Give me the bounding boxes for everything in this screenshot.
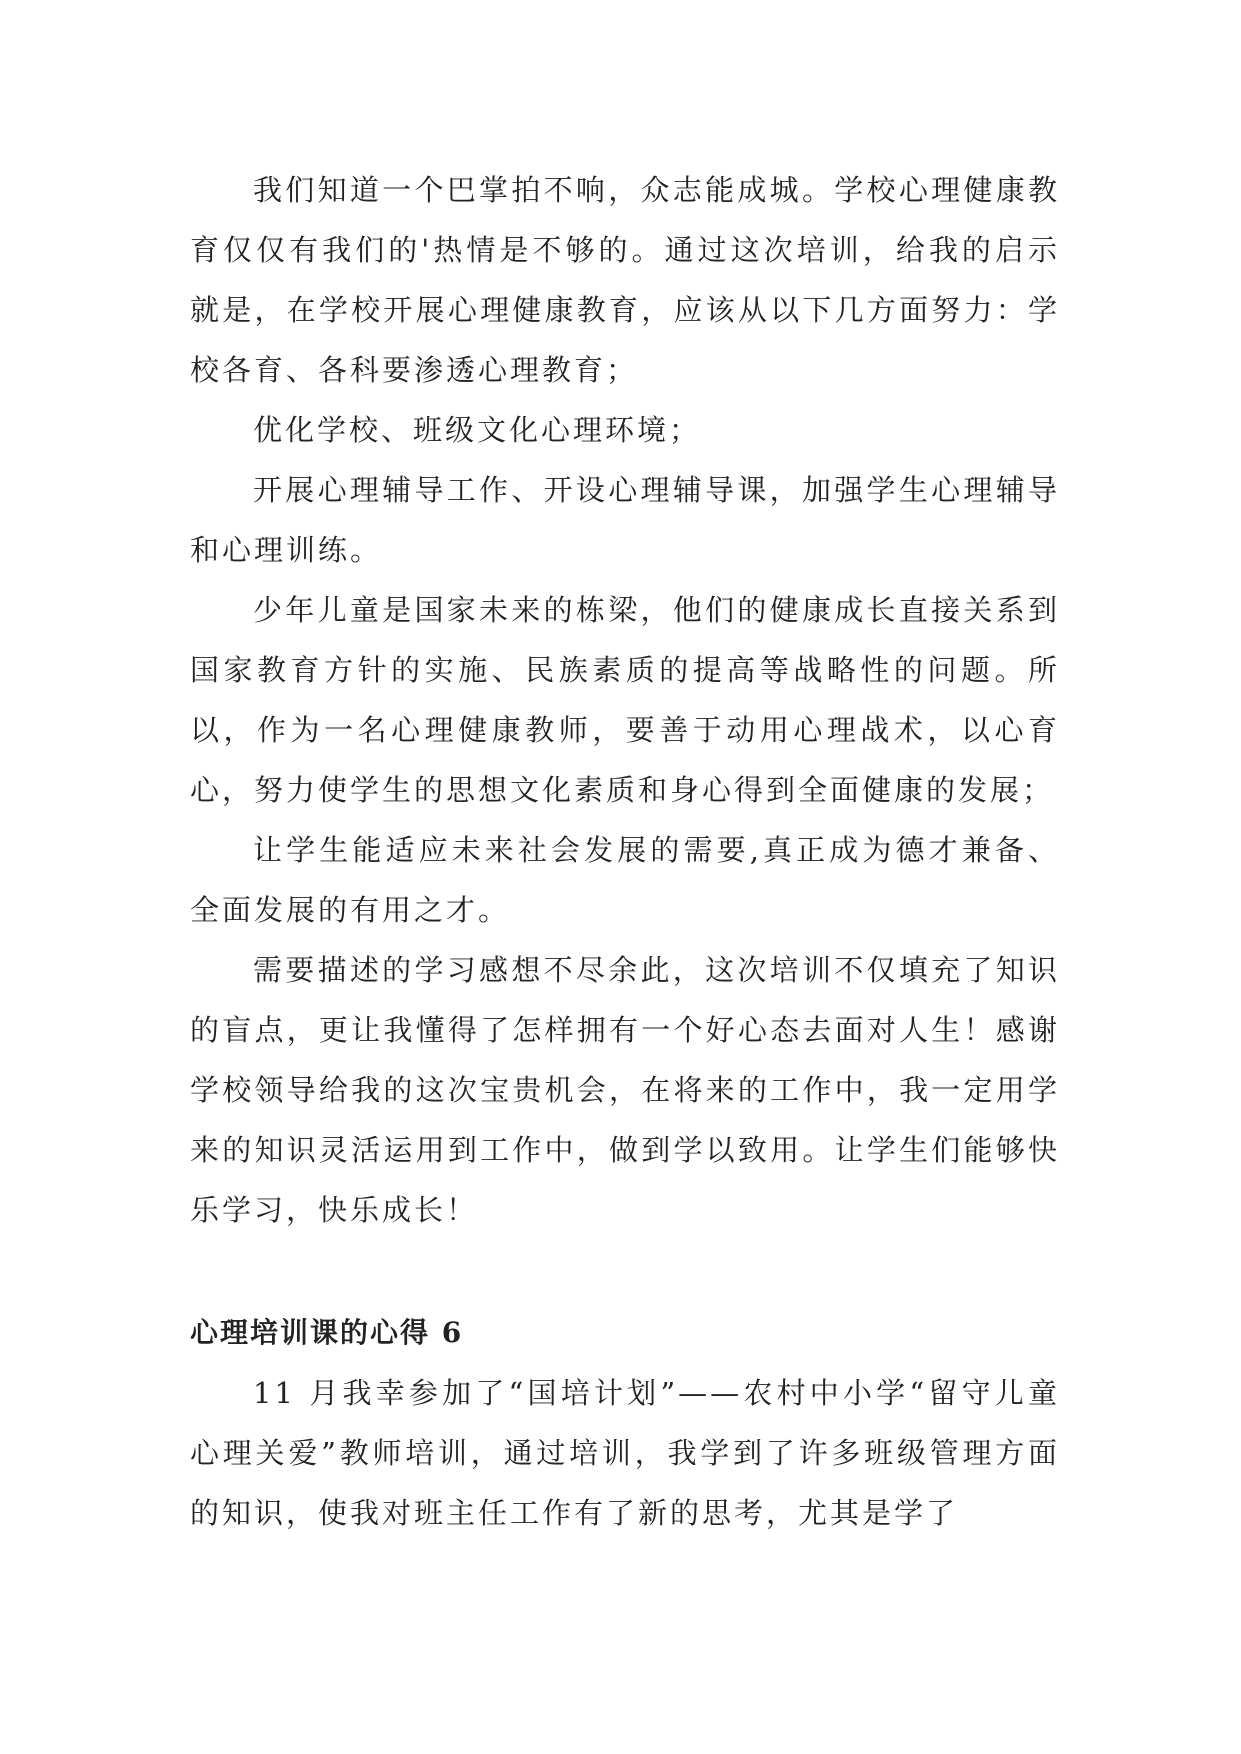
section-paragraph: 11 月我幸参加了“国培计划”——农村中小学“留守儿童心理关爱”教师培训，通过培训，我学到了许多班级管理方面的知识，使我对班主任工作有了新的思考，尤其是学了 (190, 1376, 1060, 1530)
section-heading: 心理培训课的心得 6 (190, 1316, 464, 1349)
document-page (190, 160, 1060, 1543)
body-paragraph: 我们知道一个巴掌拍不响，众志能成城。学校心理健康教育仅仅有我们的'热情是不够的。通过这次培训，给我的启示就是，在学校开展心理健康教育，应该从以下几方面努力：学校各育、各科要渗透心理教育； (190, 173, 1060, 387)
body-paragraph: 开展心理辅导工作、开设心理辅导课，加强学生心理辅导和心理训练。 (190, 473, 1060, 567)
body-paragraph: 少年儿童是国家未来的栋梁，他们的健康成长直接关系到国家教育方针的实施、民族素质的提高等战略性的问题。所以，作为一名心理健康教师，要善于动用心理战术，以心育心，努力使学生的思想文化素质和身心得到全面健康的发展； (190, 593, 1060, 807)
body-paragraph: 优化学校、班级文化心理环境； (253, 413, 702, 447)
body-paragraph: 需要描述的学习感想不尽余此，这次培训不仅填充了知识的盲点，更让我懂得了怎样拥有一个好心态去面对人生！感谢学校领导给我的这次宝贵机会，在将来的工作中，我一定用学来的知识灵活运用到工作中，做到学以致用。让学生们能够快乐学习，快乐成长！ (190, 953, 1060, 1227)
body-paragraph: 让学生能适应未来社会发展的需要,真正成为德才兼备、全面发展的有用之才。 (190, 833, 1060, 927)
